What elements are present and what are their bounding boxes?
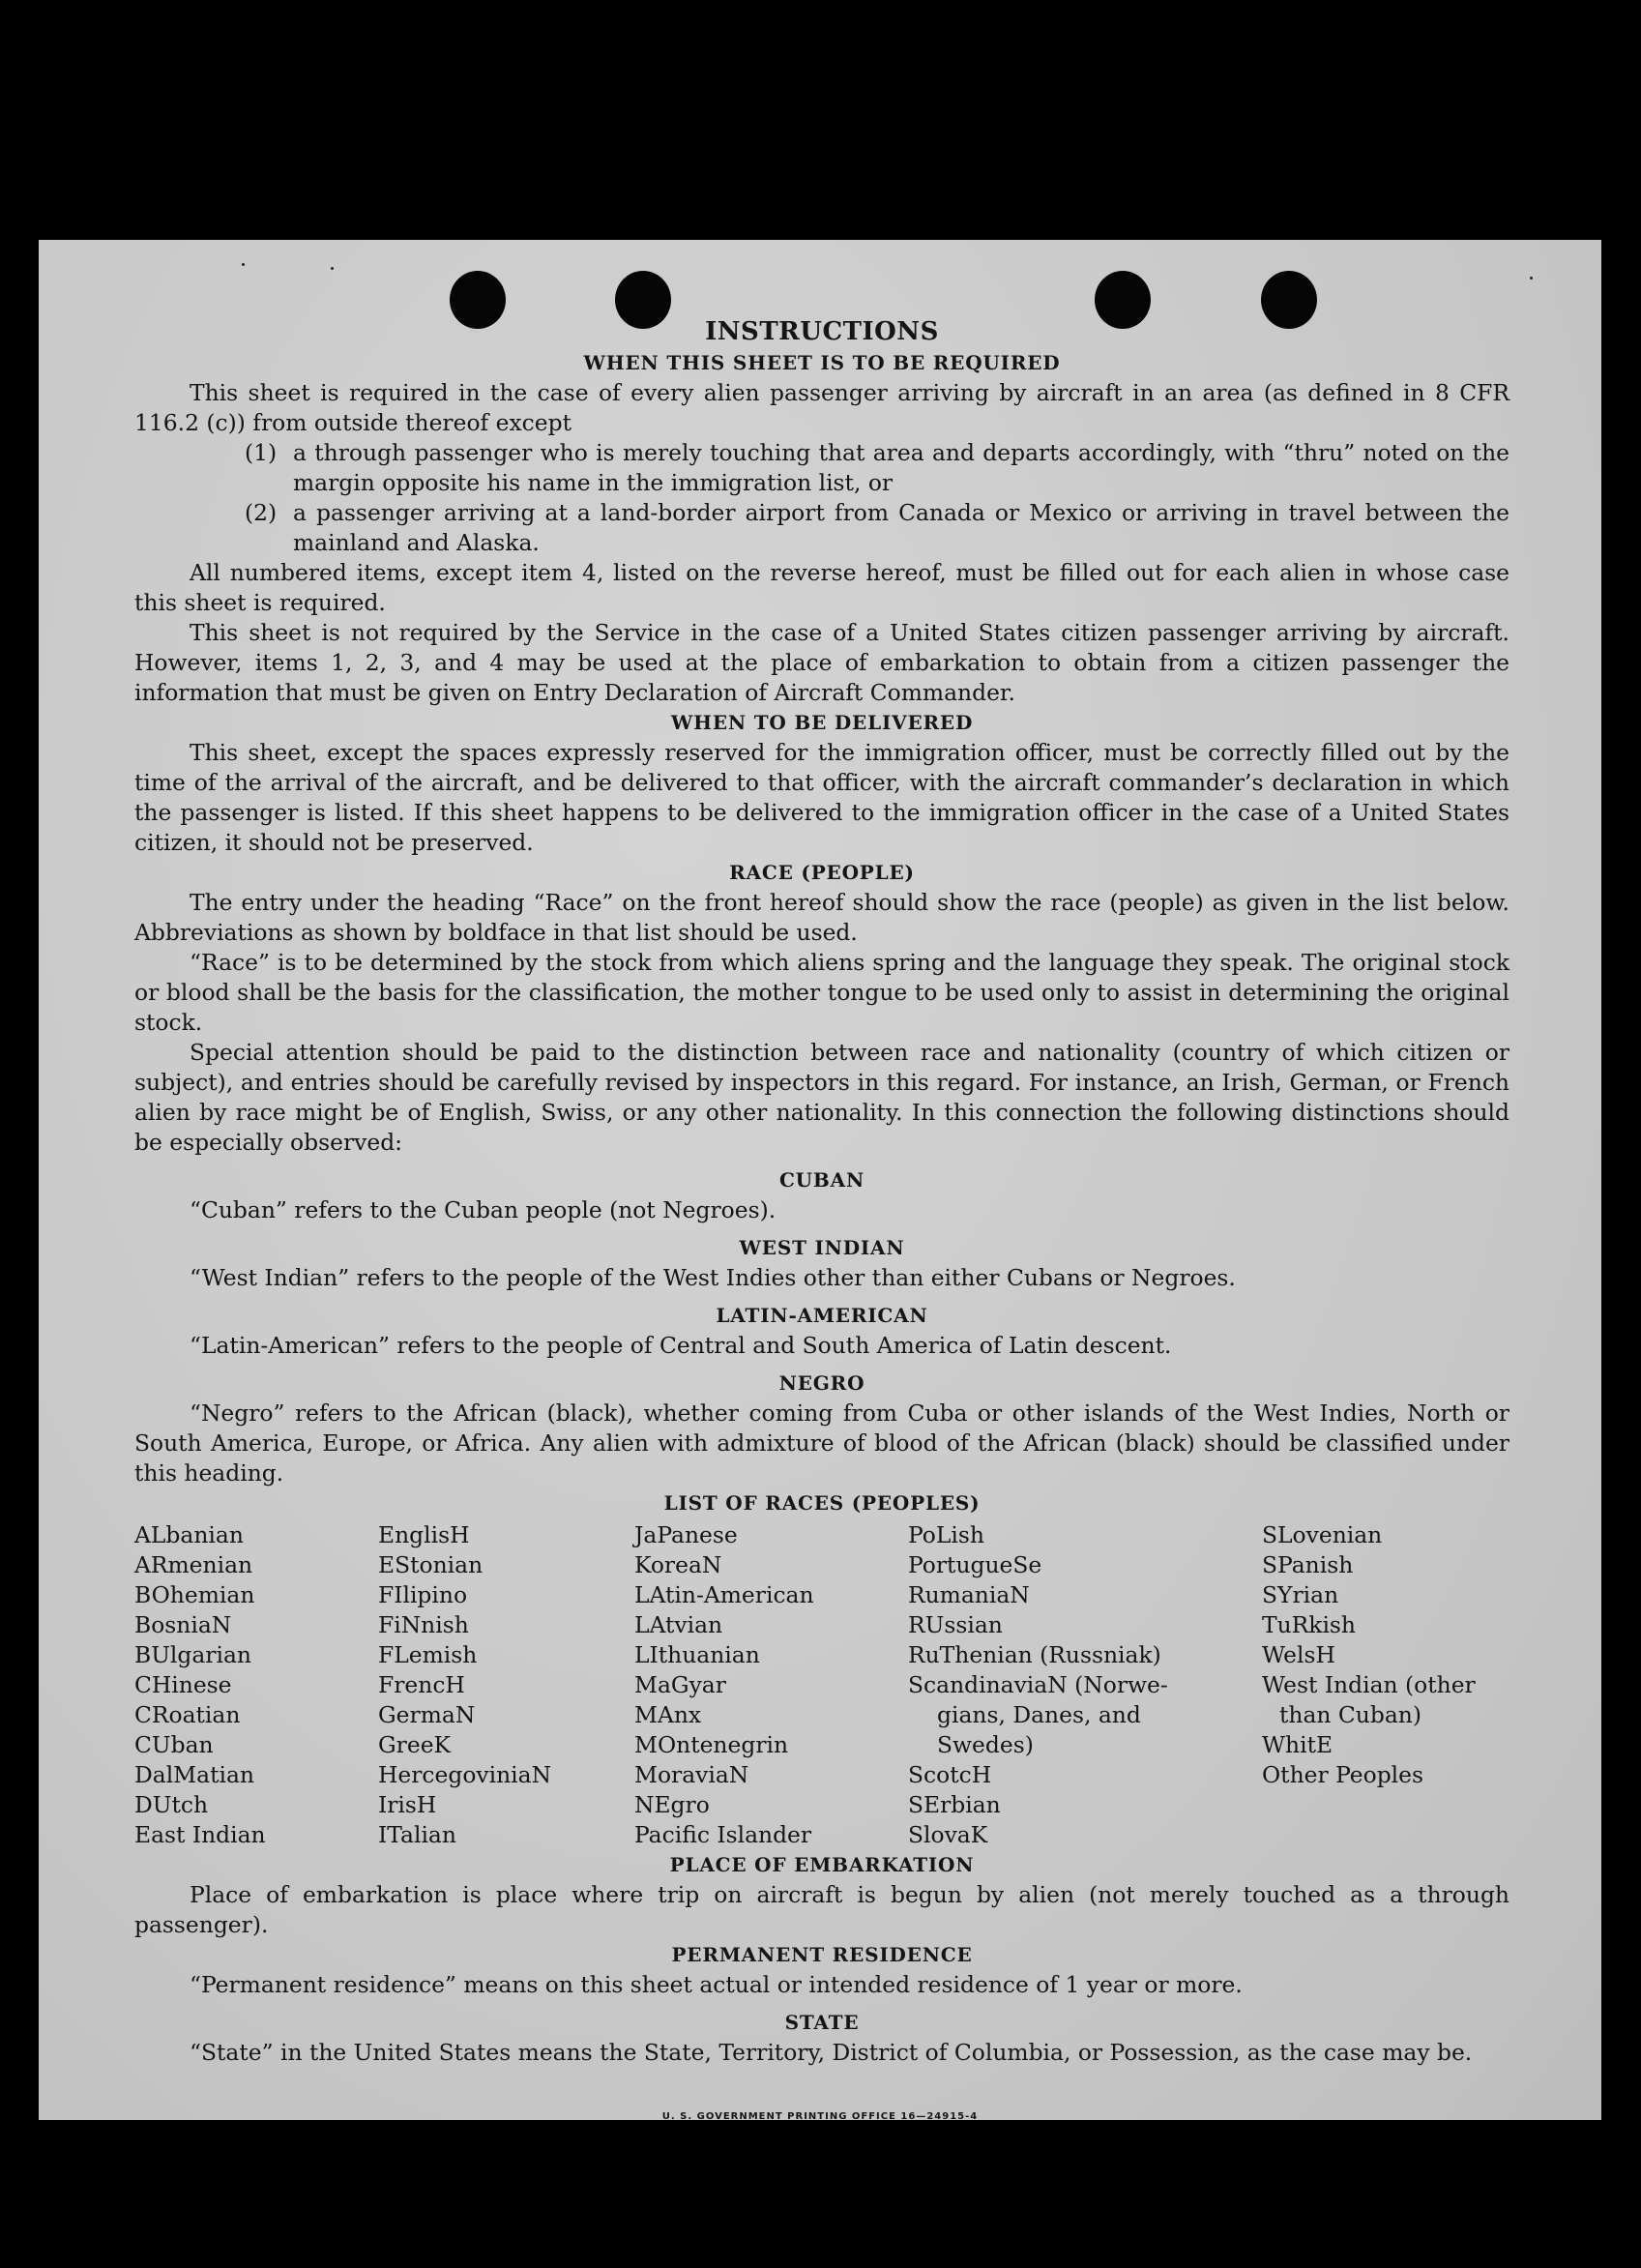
- race-item: WelsH: [1262, 1641, 1335, 1668]
- printing-office-footer: U. S. GOVERNMENT PRINTING OFFICE 16—24915-4: [661, 2111, 979, 2122]
- heading-negro: NEGRO: [778, 1371, 865, 1395]
- race-item: IrisH: [378, 1791, 437, 1818]
- race-item: PoLish: [908, 1521, 984, 1548]
- race-item: CUban: [134, 1731, 214, 1758]
- race-item: CHinese: [134, 1671, 232, 1698]
- scan-speck: [242, 263, 245, 266]
- para-west-indian: “West Indian” refers to the people of the West Indies other than either Cubans or Negroes.: [190, 1264, 1236, 1291]
- race-item: GreeK: [378, 1731, 452, 1758]
- race-item: RuThenian (Russniak): [908, 1641, 1161, 1668]
- race-item: NEgro: [634, 1791, 710, 1818]
- para-race-3: Special attention should be paid to the distinction between race and nationality (country of which citizen or subject), and entries should be carefully revised by inspectors in this regard. For instance, an Irish, German, or French alien by race might be of English, Swiss, or any other nationality. In this connection the following distinctions should be especially observed:: [134, 1039, 1509, 1156]
- heading-west-indian: WEST INDIAN: [739, 1236, 905, 1259]
- race-item: CRoatian: [134, 1701, 241, 1728]
- races-list: [134, 1520, 1509, 1850]
- race-item: LIthuanian: [634, 1641, 760, 1668]
- condition-item-1: [134, 438, 1509, 498]
- race-item: RUssian: [908, 1611, 1003, 1638]
- para-when-delivered: This sheet, except the spaces expressly reserved for the immigration officer, must be correctly filled out by the time of the arrival of the aircraft, and be delivered to that officer, with the aircraft commander’s declaration in which the passenger is listed. If this sheet happens to be delivered to the immigration officer in the case of a United States citizen, it should not be preserved.: [134, 739, 1509, 856]
- race-item: KoreaN: [634, 1551, 722, 1578]
- race-item: RumaniaN: [908, 1581, 1030, 1608]
- race-item: FrencH: [378, 1671, 465, 1698]
- para-race-2: “Race” is to be determined by the stock from which aliens spring and the language they speak. The original stock or blood shall be the basis for the classification, the mother tongue to be used only to assist in determining the original stock.: [134, 949, 1509, 1036]
- para-state: “State” in the United States means the State, Territory, District of Columbia, or Possession, as the case may be.: [190, 2039, 1473, 2066]
- heading-state: STATE: [784, 2011, 860, 2034]
- condition-item-2: [134, 498, 1509, 558]
- heading-latin-american: LATIN-AMERICAN: [716, 1304, 928, 1327]
- race-item: ARmenian: [134, 1551, 253, 1578]
- race-item: SlovaK: [908, 1821, 988, 1848]
- race-item: East Indian: [134, 1821, 266, 1848]
- item-number: (1): [245, 439, 278, 466]
- item-text: a passenger arriving at a land-border airport from Canada or Mexico or arriving in travel between the mainland and Alaska.: [293, 499, 1509, 556]
- race-item: HercegoviniaN: [378, 1761, 552, 1788]
- document-sheet: [39, 240, 1601, 2120]
- para-cuban: “Cuban” refers to the Cuban people (not Negroes).: [190, 1196, 777, 1223]
- race-item: ALbanian: [134, 1521, 244, 1548]
- race-item: ITalian: [378, 1821, 456, 1848]
- para-numbered-items: All numbered items, except item 4, listed on the reverse hereof, must be filled out for each alien in whose case this sheet is required.: [134, 559, 1509, 616]
- race-item: WhitE: [1262, 1731, 1333, 1758]
- race-item: MoraviaN: [634, 1761, 749, 1788]
- race-item: GermaN: [378, 1701, 476, 1728]
- race-item: MOntenegrin: [634, 1731, 789, 1758]
- scan-speck: [1530, 277, 1533, 280]
- race-item: West Indian (other: [1262, 1671, 1476, 1698]
- races-column-4: [908, 1520, 1262, 1850]
- race-item: Other Peoples: [1262, 1761, 1424, 1788]
- page-title: INSTRUCTIONS: [705, 317, 939, 346]
- race-item: FiNnish: [378, 1611, 469, 1638]
- race-item: SYrian: [1262, 1581, 1339, 1608]
- item-text: a through passenger who is merely touching that area and departs accordingly, with “thru” noted on the margin opposite his name in the immigration list, or: [293, 439, 1509, 496]
- race-item-continued: Swedes): [937, 1731, 1034, 1758]
- para-permanent-residence: “Permanent residence” means on this sheet actual or intended residence of 1 year or more.: [190, 1971, 1243, 1998]
- race-item: FLemish: [378, 1641, 478, 1668]
- races-column-5: [1262, 1520, 1509, 1850]
- heading-cuban: CUBAN: [778, 1168, 865, 1192]
- heading-embarkation: PLACE OF EMBARKATION: [669, 1853, 975, 1876]
- heading-when-delivered: WHEN TO BE DELIVERED: [670, 711, 974, 734]
- para-negro: “Negro” refers to the African (black), whether coming from Cuba or other islands of the West Indies, North or South America, Europe, or Africa. Any alien with admixture of blood of the African (black) should be classified under this heading.: [134, 1399, 1509, 1487]
- para-latin-american: “Latin-American” refers to the people of Central and South America of Latin descent.: [190, 1332, 1172, 1359]
- race-item: EStonian: [378, 1551, 484, 1578]
- race-item: JaPanese: [634, 1521, 738, 1548]
- para-race-1: The entry under the heading “Race” on the front hereof should show the race (people) as given in the list below. Abbreviations as shown by boldface in that list should be used.: [134, 889, 1509, 946]
- race-item: SErbian: [908, 1791, 1001, 1818]
- heading-race: RACE (PEOPLE): [729, 861, 915, 884]
- scan-speck: [331, 267, 334, 270]
- race-item: LAtvian: [634, 1611, 723, 1638]
- heading-permanent-residence: PERMANENT RESIDENCE: [671, 1943, 973, 1966]
- races-column-1: [134, 1520, 378, 1850]
- race-item: ScotcH: [908, 1761, 992, 1788]
- instructions-body: [134, 315, 1509, 2068]
- races-column-3: [634, 1520, 908, 1850]
- race-item: EnglisH: [378, 1521, 470, 1548]
- race-item: BUlgarian: [134, 1641, 251, 1668]
- item-number: (2): [245, 499, 278, 526]
- race-item: LAtin-American: [634, 1581, 814, 1608]
- race-item: SPanish: [1262, 1551, 1354, 1578]
- race-item-continued: than Cuban): [1279, 1701, 1421, 1728]
- race-item: MAnx: [634, 1701, 702, 1728]
- race-item: PortugueSe: [908, 1551, 1042, 1578]
- para-when-required-intro: This sheet is required in the case of every alien passenger arriving by aircraft in an area (as defined in 8 CFR 116.2 (c)) from outside thereof except: [134, 379, 1509, 436]
- para-citizen-passenger: This sheet is not required by the Service in the case of a United States citizen passenger arriving by aircraft. However, items 1, 2, 3, and 4 may be used at the place of embarkation to obtain from a citizen passenger the information that must be given on Entry Declaration of Aircraft Commander.: [134, 619, 1509, 706]
- race-item: BosniaN: [134, 1611, 232, 1638]
- heading-when-required: WHEN THIS SHEET IS TO BE REQUIRED: [583, 351, 1061, 374]
- race-item: TuRkish: [1262, 1611, 1357, 1638]
- race-item: MaGyar: [634, 1671, 726, 1698]
- race-item: SLovenian: [1262, 1521, 1383, 1548]
- race-item-continued: gians, Danes, and: [937, 1701, 1141, 1728]
- heading-list-of-races: LIST OF RACES (PEOPLES): [663, 1491, 981, 1515]
- race-item: BOhemian: [134, 1581, 255, 1608]
- race-item: DalMatian: [134, 1761, 254, 1788]
- race-item: Pacific Islander: [634, 1821, 812, 1848]
- race-item: ScandinaviaN (Norwe-: [908, 1671, 1168, 1698]
- race-item: DUtch: [134, 1791, 209, 1818]
- race-item: FIlipino: [378, 1581, 468, 1608]
- races-column-2: [378, 1520, 634, 1850]
- para-embarkation: Place of embarkation is place where trip on aircraft is begun by alien (not merely touched as a through passenger).: [134, 1881, 1509, 1938]
